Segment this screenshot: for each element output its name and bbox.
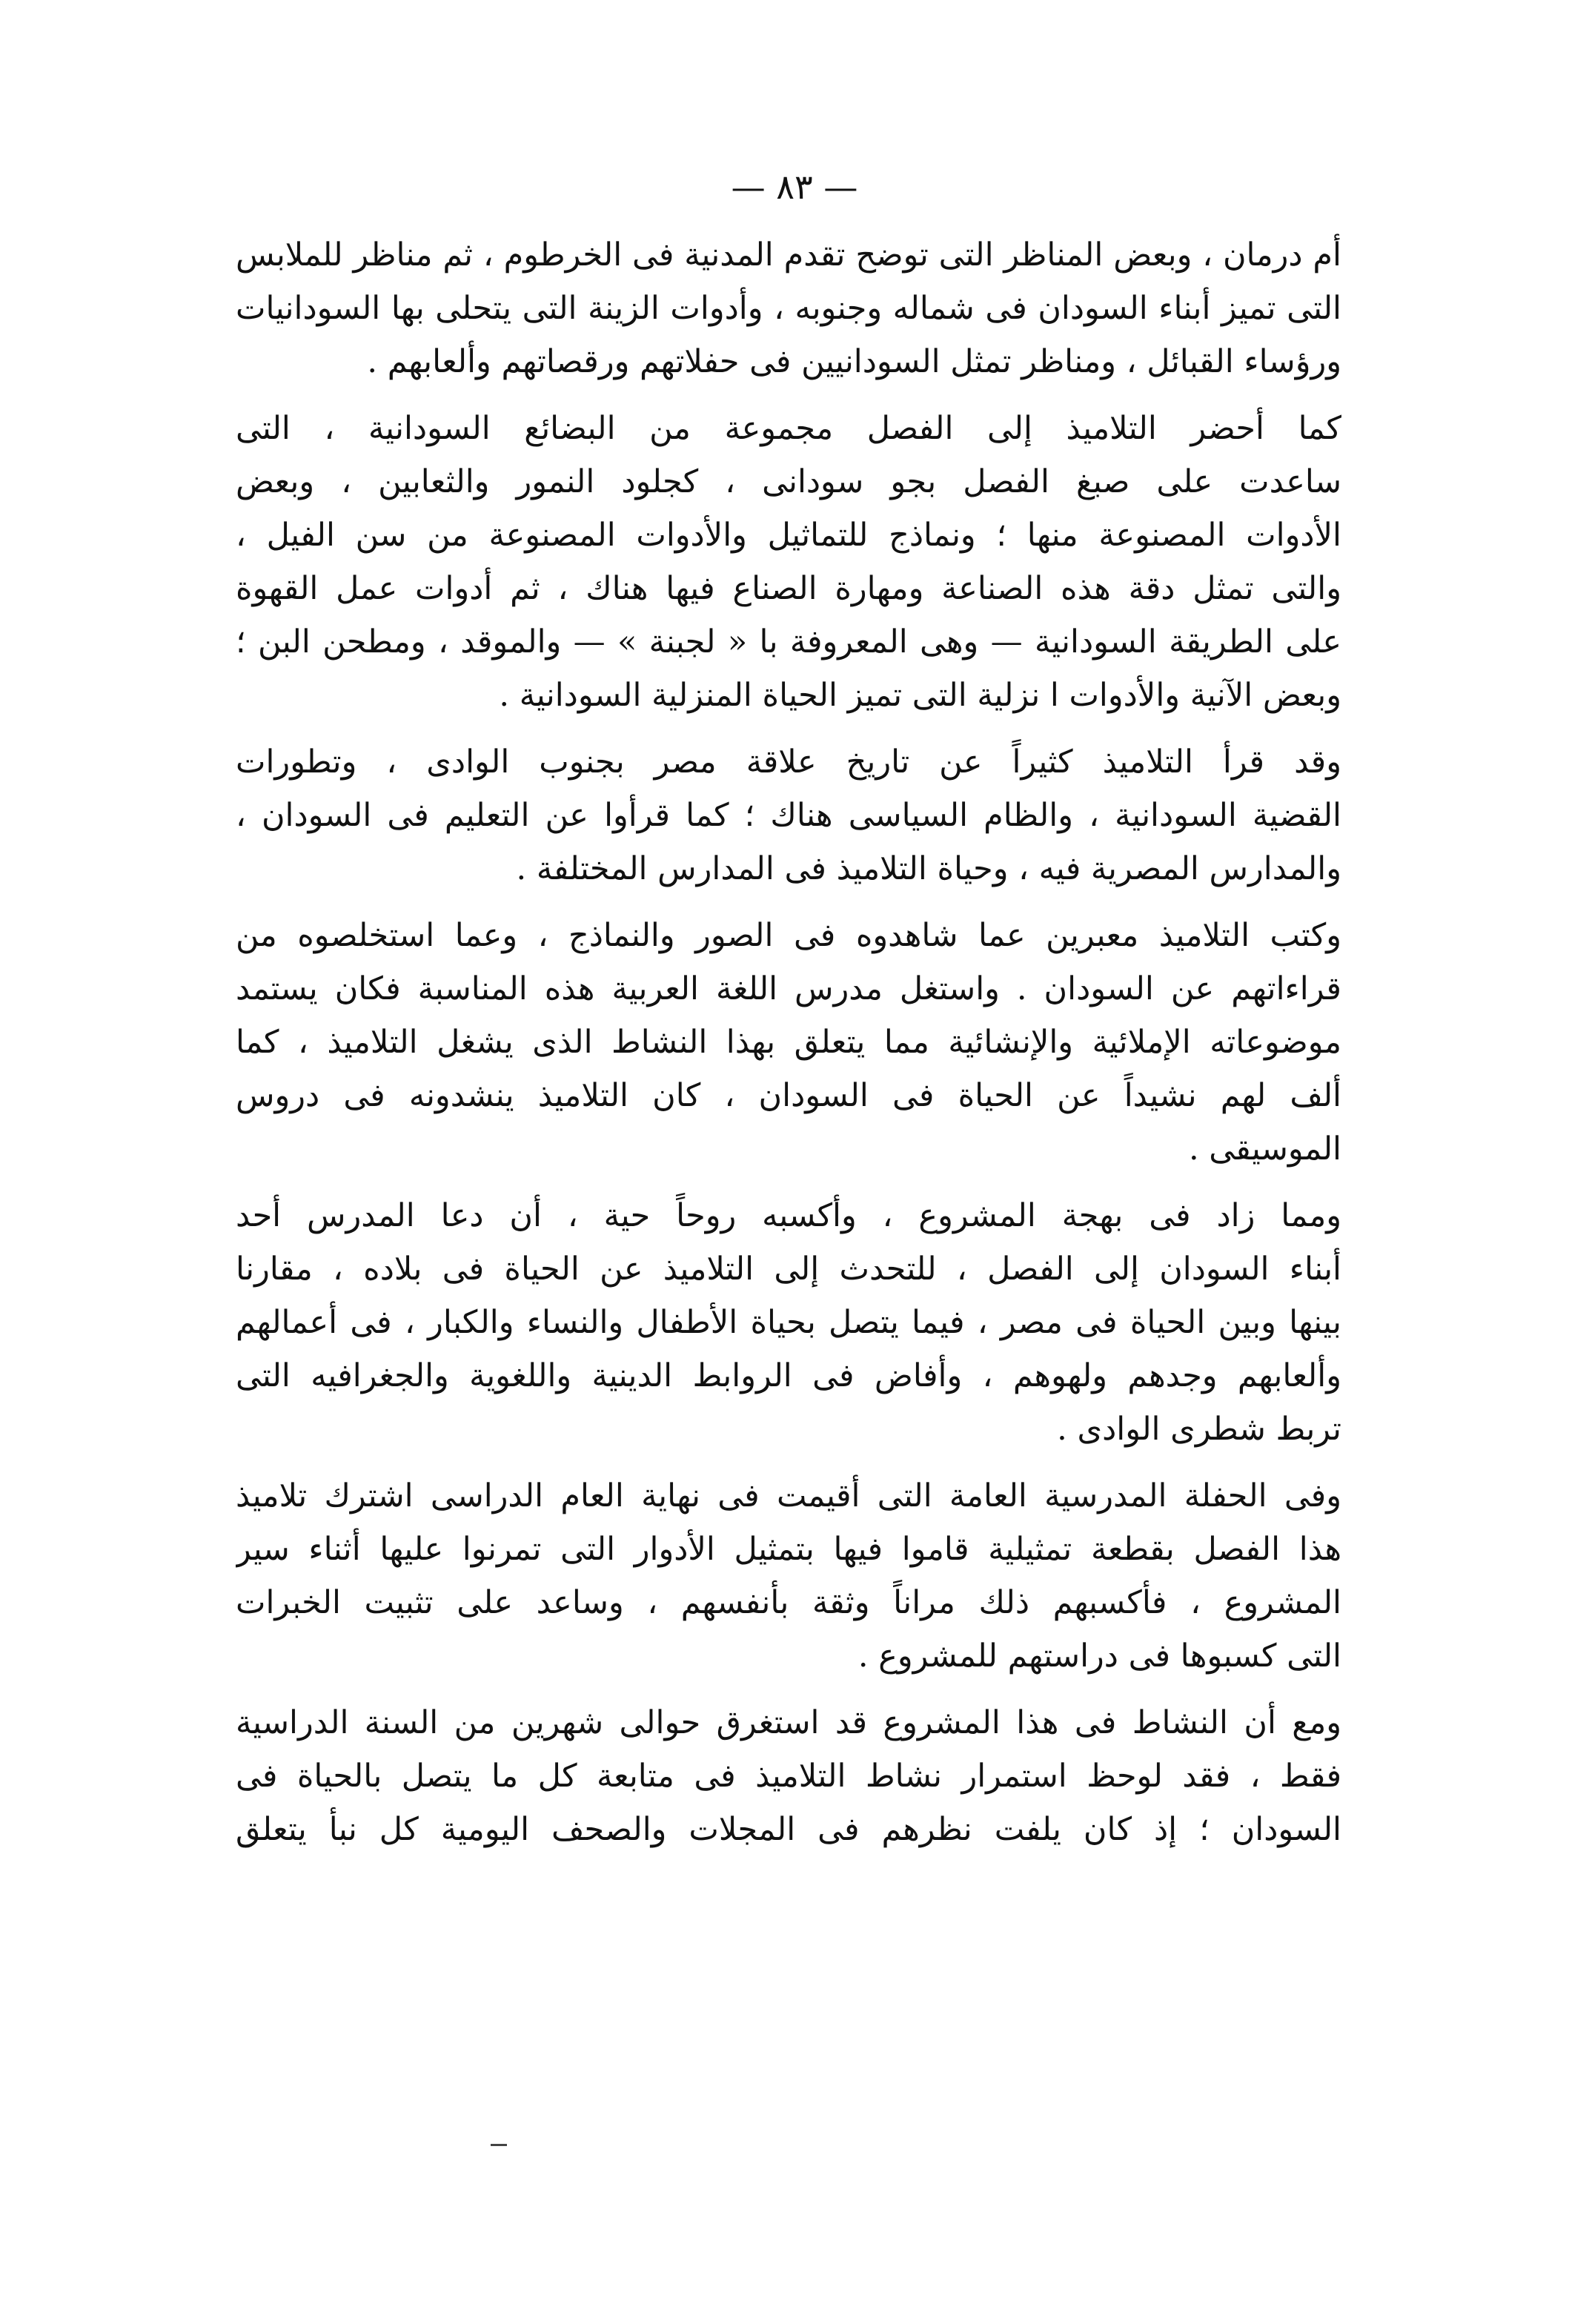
paragraph (236, 1469, 1341, 1683)
text-line: وقد قرأ التلاميذ كثيراً عن تاريخ علاقة مصر بجنوب الوادى ، وتطورات (236, 744, 1341, 781)
paragraph-gap (236, 1683, 1341, 1696)
body-text (236, 228, 1341, 1856)
text-line: والمدارس المصرية فيه ، وحياة التلاميذ فى المدارس المختلفة . (516, 850, 1341, 887)
text-line: التى تميز أبناء السودان فى شماله وجنوبه ، وأدوات الزينة التى يتحلى بها السودانيات (236, 290, 1341, 327)
text-line: ومما زاد فى بهجة المشروع ، وأكسبه روحاً حية ، أن دعا المدرس أحد (236, 1197, 1341, 1234)
text-line: والتى تمثل دقة هذه الصناعة ومهارة الصناع فيها هناك ، ثم أدوات عمل القهوة (236, 570, 1341, 607)
text-line: المشروع ، فأكسبهم ذلك مراناً وثقة بأنفسهم ، وساعد على تثبيت الخبرات (236, 1584, 1341, 1621)
text-line: هذا الفصل بقطعة تمثيلية قاموا فيها بتمثيل الأدوار التى تمرنوا عليها أثناء سير (236, 1531, 1341, 1568)
text-line: ألف لهم نشيداً عن الحياة فى السودان ، كان التلاميذ ينشدونه فى دروس (236, 1077, 1341, 1114)
text-line: الأدوات المصنوعة منها ؛ ونماذج للتماثيل والأدوات المصنوعة من سن الفيل ، (236, 517, 1341, 554)
text-line: كما أحضر التلاميذ إلى الفصل مجموعة من البضائع السودانية ، التى (236, 410, 1341, 447)
paragraph-gap (236, 388, 1341, 402)
text-line: وألعابهم وجدهم ولهوهم ، وأفاض فى الروابط الدينية واللغوية والجغرافيه التى (236, 1357, 1341, 1394)
text-line: أبناء السودان إلى الفصل ، للتحدث إلى التلاميذ عن الحياة فى بلاده ، مقارنا (236, 1251, 1341, 1288)
paragraph (236, 1189, 1341, 1456)
text-line: وبعض الآنية والأدوات ا نزلية التى تميز الحياة المنزلية السودانية . (499, 677, 1341, 714)
text-line: وفى الحفلة المدرسية العامة التى أقيمت فى نهاية العام الدراسى اشترك تلاميذ (236, 1477, 1341, 1514)
text-line: قراءاتهم عن السودان . واستغل مدرس اللغة العربية هذه المناسبة فكان يستمد (236, 970, 1341, 1007)
text-line: ومع أن النشاط فى هذا المشروع قد استغرق حوالى شهرين من السنة الدراسية (236, 1704, 1341, 1741)
paragraph-gap (236, 1176, 1341, 1189)
paragraph-gap (236, 1456, 1341, 1469)
paragraph (236, 909, 1341, 1176)
paragraph-gap (236, 722, 1341, 735)
text-line: موضوعاته الإملائية والإنشائية مما يتعلق بهذا النشاط الذى يشغل التلاميذ ، كما (236, 1024, 1341, 1061)
text-line: القضية السودانية ، والظام السياسى هناك ؛ كما قرأوا عن التعليم فى السودان ، (236, 797, 1341, 834)
text-line: وكتب التلاميذ معبرين عما شاهدوه فى الصور والنماذج ، وعما استخلصوه من (236, 917, 1341, 954)
text-line: أم درمان ، وبعض المناظر التى توضح تقدم المدنية فى الخرطوم ، ثم مناظر للملابس (236, 236, 1341, 274)
paragraph (236, 1696, 1341, 1856)
text-line: على الطريقة السودانية — وهى المعروفة با « لجبنة » — والموقد ، ومطحن البن ؛ (236, 623, 1341, 661)
text-line: الموسيقى . (1188, 1130, 1341, 1168)
footer-mark (491, 2144, 507, 2146)
paragraph (236, 402, 1341, 722)
paragraph (236, 735, 1341, 895)
text-line: ورؤساء القبائل ، ومناظر تمثل السودانيين فى حفلاتهم ورقصاتهم وألعابهم . (367, 343, 1341, 380)
paragraph-gap (236, 895, 1341, 909)
text-line: بينها وبين الحياة فى مصر ، فيما يتصل بحياة الأطفال والنساء والكبار ، فى أعمالهم (236, 1304, 1341, 1341)
text-line: ساعدت على صبغ الفصل بجو سودانى ، كجلود النمور والثعابين ، وبعض (236, 463, 1341, 500)
paragraph (236, 228, 1341, 388)
text-line: التى كسبوها فى دراستهم للمشروع . (857, 1638, 1341, 1675)
text-line: تربط شطرى الوادى . (1057, 1411, 1341, 1448)
text-line: فقط ، فقد لوحظ استمرار نشاط التلاميذ فى متابعة كل ما يتصل بالحياة فى (236, 1758, 1341, 1795)
text-line: السودان ؛ إذ كان يلفت نظرهم فى المجلات والصحف اليومية كل نبأ يتعلق (236, 1811, 1341, 1848)
page-number: — ٨٣ — (731, 167, 858, 207)
